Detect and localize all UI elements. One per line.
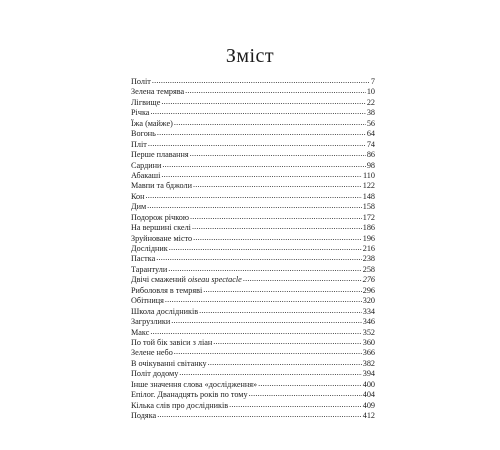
dot-leader — [165, 295, 362, 305]
toc-entry-title — [131, 369, 178, 379]
dot-leader — [147, 201, 362, 211]
table-of-contents — [131, 77, 375, 421]
toc-entry-page-number: 64 — [366, 129, 375, 139]
toc-entry-title-text: Кон — [131, 191, 145, 201]
toc-entry-title — [131, 380, 257, 390]
toc-entry-title — [131, 140, 147, 150]
dot-leader — [168, 264, 362, 274]
dot-leader — [192, 222, 362, 232]
dot-leader — [190, 149, 366, 159]
toc-entry-title — [131, 296, 164, 306]
toc-entry-page-number: 196 — [362, 233, 375, 243]
dot-leader — [150, 327, 361, 337]
toc-entry-title-text: Зелена темрява — [131, 87, 185, 97]
toc-entry-page-number: 320 — [362, 296, 375, 306]
dot-leader — [157, 128, 366, 138]
dot-leader — [258, 379, 362, 389]
toc-entry-title-text: Перше плавання — [131, 150, 189, 160]
page-title: Зміст — [225, 45, 275, 67]
toc-entry-title-text: Зруйноване місто — [131, 233, 193, 243]
toc-entry-title — [131, 328, 149, 338]
toc-entry-title-text: Політ — [131, 77, 151, 86]
toc-entry-page-number: 360 — [362, 337, 375, 347]
toc-entry-title-italic: oiseau spectacle — [187, 275, 242, 285]
dot-leader — [162, 160, 365, 170]
toc-entry-title-text: Вогонь — [131, 129, 156, 139]
toc-entry-title — [131, 202, 146, 212]
toc-entry-title-text: Загрузлики — [131, 317, 171, 327]
toc-entry-page-number: 276 — [362, 275, 375, 285]
toc-entry-page-number: 404 — [362, 390, 375, 400]
toc-entry-page-number: 412 — [362, 411, 375, 420]
dot-leader — [193, 233, 362, 243]
toc-entry-title-text: Епілог. Дванадцять років по тому — [131, 390, 248, 400]
dot-leader — [146, 191, 362, 201]
toc-entry-title-text: Пастка — [131, 254, 156, 264]
toc-entry-title-text: Макс — [131, 327, 150, 337]
toc-entry-title-text: Їжа (майже) — [131, 118, 173, 128]
toc-entry-page-number: 22 — [366, 97, 375, 107]
dot-leader — [190, 212, 362, 222]
dot-leader — [174, 118, 366, 128]
dot-leader — [179, 368, 361, 378]
dot-leader — [152, 76, 370, 86]
toc-entry-page-number: 258 — [362, 264, 375, 274]
toc-entry-page-number: 216 — [362, 244, 375, 253]
toc-entry-page-number: 382 — [362, 358, 375, 368]
toc-entry-page-number: 98 — [366, 160, 375, 170]
toc-entry-title-text: Абакаші — [131, 170, 161, 180]
toc-entry-title-text: Риболовля в темряві — [131, 285, 203, 295]
toc-entry-title — [131, 254, 155, 264]
toc-entry-title-text: Політ додому — [131, 369, 179, 379]
toc-entry-page-number: 86 — [366, 150, 375, 160]
dot-leader — [161, 170, 362, 180]
toc-entry-page-number: 346 — [362, 317, 375, 327]
toc-entry-title — [131, 171, 160, 181]
dot-leader — [185, 86, 366, 96]
dot-leader — [150, 107, 365, 117]
toc-entry-page-number: 172 — [362, 212, 375, 222]
toc-entry-title — [131, 192, 145, 202]
toc-entry-title-text: Двічі смажений — [131, 275, 186, 285]
dot-leader — [203, 285, 361, 295]
toc-entry-title-text: Інше значення слова «дослідження» — [131, 379, 258, 389]
toc-entry-page-number: 148 — [362, 191, 375, 201]
dot-leader — [249, 389, 362, 399]
toc-entry-title-text: Сардини — [131, 160, 162, 170]
toc-entry — [131, 411, 375, 421]
toc-entry-title-text: Кілька слів про дослідників — [131, 400, 229, 410]
dot-leader — [174, 347, 362, 357]
toc-entry-page-number: 38 — [366, 108, 375, 118]
toc-entry-title-text: Річка — [131, 108, 150, 118]
toc-entry-title — [131, 108, 149, 118]
toc-entry-title — [131, 213, 189, 223]
toc-entry-page-number: 7 — [370, 77, 375, 86]
dot-leader — [156, 253, 361, 263]
toc-entry-title-text: Подорож річкою — [131, 212, 189, 222]
toc-entry-page-number: 56 — [366, 118, 375, 128]
dot-leader — [213, 337, 361, 347]
dot-leader — [193, 180, 362, 190]
toc-entry-title-text: Школа дослідників — [131, 306, 199, 316]
toc-entry-title-text: Подяка — [131, 411, 157, 420]
toc-entry-title — [131, 411, 156, 421]
toc-entry-title-text: Пліт — [131, 139, 147, 149]
dot-leader — [171, 316, 361, 326]
toc-entry-title — [131, 77, 151, 87]
toc-entry-page-number: 296 — [362, 285, 375, 295]
dot-leader — [161, 97, 365, 107]
toc-entry-title-text: По той бік завіси з ліан — [131, 337, 213, 347]
toc-entry-page-number: 158 — [362, 202, 375, 212]
toc-entry-title-text: Зелене небо — [131, 348, 173, 358]
toc-entry-title — [131, 223, 191, 233]
dot-leader — [243, 274, 362, 284]
toc-entry-title-text: Дослідник — [131, 244, 168, 253]
toc-entry-page-number: 334 — [362, 306, 375, 316]
toc-entry-page-number: 110 — [363, 170, 375, 180]
toc-entry-page-number: 352 — [362, 327, 375, 337]
toc-entry-page-number: 186 — [362, 223, 375, 233]
dot-leader — [229, 400, 362, 410]
toc-entry-page-number: 366 — [362, 348, 375, 358]
toc-entry-page-number: 409 — [362, 400, 375, 410]
toc-entry-title — [131, 161, 161, 171]
toc-entry-title-text: Дим — [131, 202, 147, 212]
toc-entry-title-text: В очікуванні світанку — [131, 358, 207, 368]
toc-entry-page-number: 238 — [362, 254, 375, 264]
toc-entry-title — [131, 348, 173, 358]
toc-entry-page-number: 74 — [366, 139, 375, 149]
toc-entry-title — [131, 265, 167, 275]
toc-entry-page-number: 10 — [366, 87, 375, 97]
toc-entry-title-text: На вершині скелі — [131, 223, 191, 233]
toc-entry-title-text: Лігвище — [131, 97, 161, 107]
dot-leader — [169, 243, 362, 253]
toc-entry-page-number: 394 — [362, 369, 375, 379]
dot-leader — [148, 139, 366, 149]
toc-entry-title-text: Мавпи та бджоли — [131, 181, 192, 191]
toc-entry-title-text: Тарантули — [131, 264, 168, 274]
dot-leader — [199, 306, 362, 316]
dot-leader — [157, 410, 362, 420]
dot-leader — [208, 358, 362, 368]
toc-entry-page-number: 400 — [362, 379, 375, 389]
toc-entry-page-number: 122 — [362, 181, 375, 191]
toc-entry-title-text: Обітниця — [131, 296, 164, 306]
